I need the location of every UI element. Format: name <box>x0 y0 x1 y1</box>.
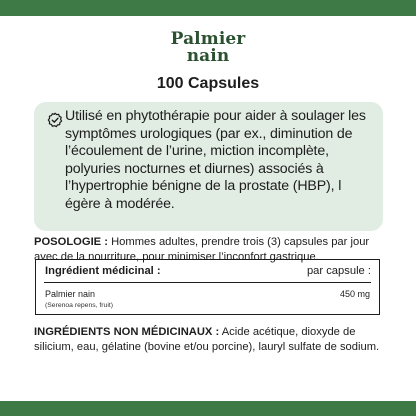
non-medicinal-label: INGRÉDIENTS NON MÉDICINAUX : <box>34 326 220 338</box>
capsule-count: 100 Capsules <box>156 75 260 92</box>
usage-text: Utilisé en phytothérapie pour aider à soulager les symptômes urologiques (par ex., diminution de l’écoulement de l’urine, miction incomplète, polyuries nocturnes et diurnes) associés à l’hypertrophie bénigne de la prostate (HBP), l égère à modérée. <box>65 108 366 212</box>
table-divider <box>44 282 371 283</box>
brand-line-2: nain <box>186 46 230 66</box>
usage-box <box>34 102 383 231</box>
brand-line-1: Palmier <box>170 29 246 49</box>
checkmark-badge-icon <box>47 112 63 128</box>
table-header-ingredient: Ingrédient médicinal : <box>45 265 161 277</box>
posology-label: POSOLOGIE : <box>34 236 108 248</box>
bottom-color-bar <box>0 401 416 416</box>
ingredient-amount: 450 mg <box>339 289 370 299</box>
posology-text: Hommes adultes, prendre trois (3) capsules par jour avec de la nourriture, pour minimiser l’inconfort gastrique. <box>34 236 370 263</box>
ingredient-name: Palmier nain <box>45 289 96 299</box>
ingredient-latin-name: (Serenoa repens, fruit) <box>45 302 114 309</box>
non-medicinal-text: Acide acétique, dioxyde de silicium, eau, gélatine (bovine et/ou porcine), lauryl sulfate de sodium. <box>34 326 380 353</box>
brand-logo <box>0 31 416 65</box>
top-color-bar <box>0 0 416 16</box>
non-medicinal-ingredients <box>34 325 384 355</box>
table-header-per-capsule: par capsule : <box>306 265 371 277</box>
medicinal-ingredient-table <box>35 259 380 315</box>
